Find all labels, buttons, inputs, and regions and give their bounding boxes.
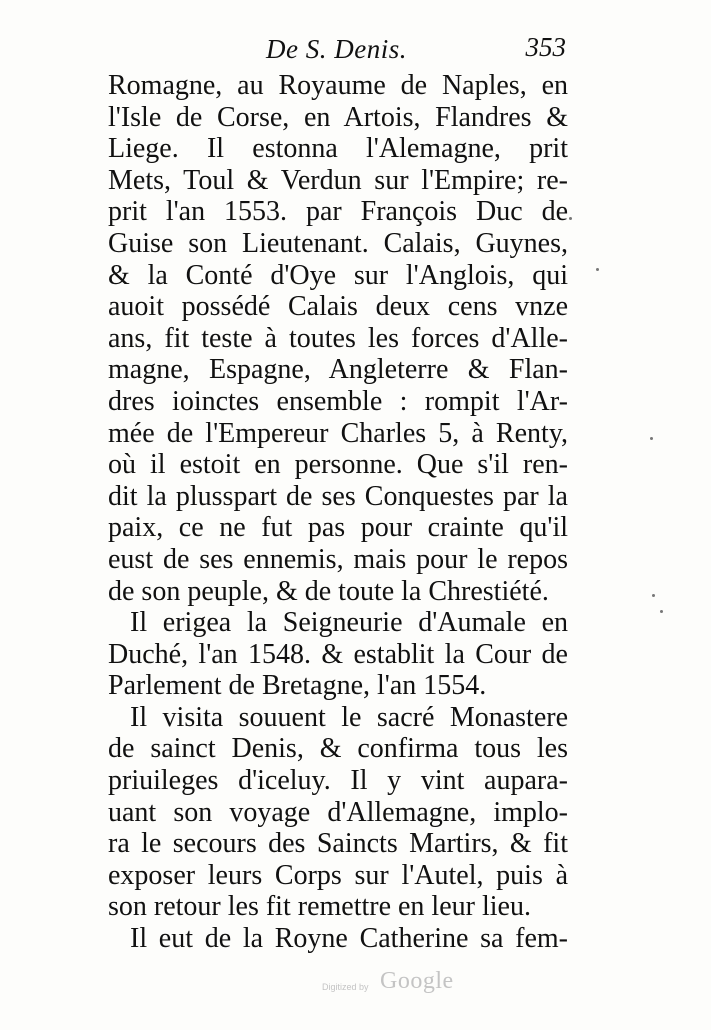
text-line: exposer leurs Corps sur l'Autel, puis à	[108, 859, 568, 891]
text-line: où il estoit en personne. Que s'il ren-	[108, 449, 568, 481]
text-line: Il erigea la Seigneurie d'Aumale en	[130, 607, 568, 639]
text-line: Mets, Toul & Verdun sur l'Empire; re-	[108, 164, 568, 196]
text-line: dres ioinctes ensemble : rompit l'Ar-	[108, 385, 568, 417]
text-line: Liege. Il estonna l'Alemagne, prit	[108, 133, 568, 165]
ink-speck	[596, 268, 599, 271]
running-title: De S. Denis.	[266, 34, 407, 64]
text-line: de son peuple, & de toute la Chrestiété.	[108, 575, 549, 607]
text-line: son retour les fit remettre en leur lieu.	[108, 891, 531, 923]
text-line: eust de ses ennemis, mais pour le repos	[108, 543, 568, 575]
text-line: Il eut de la Royne Catherine sa fem-	[130, 923, 568, 955]
ink-speck	[660, 610, 663, 613]
text-line: & la Conté d'Oye sur l'Anglois, qui	[108, 259, 568, 291]
google-watermark	[322, 968, 472, 998]
text-line: Guise son Lieutenant. Calais, Guynes,	[108, 227, 568, 259]
ink-speck	[652, 594, 655, 597]
body-text	[108, 70, 568, 955]
text-line: Duché, l'an 1548. & establit la Cour de	[108, 638, 568, 670]
text-line: Romagne, au Royaume de Naples, en	[108, 70, 568, 101]
text-line: magne, Espagne, Angleterre & Flan-	[108, 354, 568, 386]
ink-speck	[569, 217, 572, 220]
text-line: ans, fit teste à toutes les forces d'Alle-	[108, 322, 568, 354]
page-number: 353	[525, 32, 566, 62]
text-line: l'Isle de Corse, en Artois, Flandres &	[108, 101, 568, 133]
page-header	[96, 30, 566, 70]
text-line: dit la plusspart de ses Conquestes par la	[108, 480, 568, 512]
watermark-prefix: Digitized by	[322, 982, 369, 992]
text-line: uant son voyage d'Allemagne, implo-	[108, 796, 568, 828]
ink-speck	[650, 437, 653, 440]
text-line: Il visita souuent le sacré Monastere	[130, 701, 568, 733]
text-line: auoit possédé Calais deux cens vnze	[108, 291, 568, 323]
text-line: mée de l'Empereur Charles 5, à Renty,	[108, 417, 568, 449]
google-logo: Google	[380, 968, 454, 994]
text-line: Parlement de Bretagne, l'an 1554.	[108, 670, 487, 702]
text-line: priuileges d'iceluy. Il y vint aupara-	[108, 765, 568, 797]
text-line: de sainct Denis, & confirma tous les	[108, 733, 568, 765]
text-line: paix, ce ne fut pas pour crainte qu'il	[108, 512, 568, 544]
text-line: prit l'an 1553. par François Duc de	[108, 196, 568, 228]
text-line: ra le secours des Saincts Martirs, & fit	[108, 828, 568, 860]
